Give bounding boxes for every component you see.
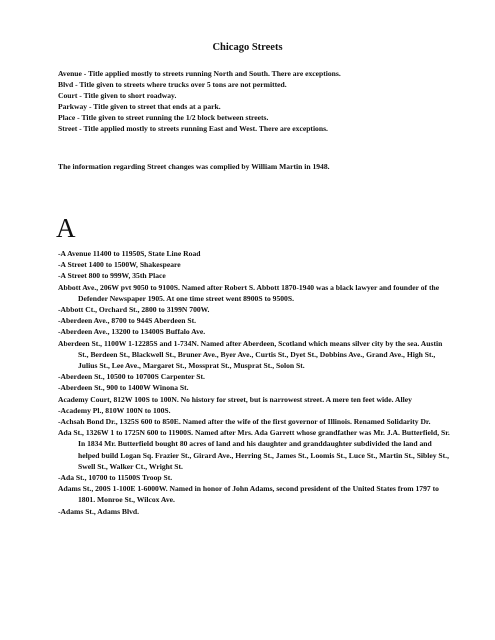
street-entry: -Adams St., Adams Blvd.: [58, 506, 140, 516]
section-letter: A: [56, 213, 76, 243]
street-entry: Academy Court, 812W 100S to 100N. No history for street, but is narrowest street. A mere ten feet wide. Alley: [58, 394, 412, 404]
definition-line: Court - Title given to short roadway.: [58, 91, 177, 100]
street-entry: -Academy Pl., 810W 100N to 100S.: [58, 405, 171, 415]
street-entry: Aberdeen St., 1100W 1-12285S and 1-734N. Named after Aberdeen, Scotland which means silver city by the sea. Austin St., Berdeen St., Blackwell St., Bruner Ave., Byer Ave., Curtis St., Dyet St., Dobbins Ave., Grand Ave., High St., Julius St., Lee Ave., Margaret St., Mossprat St., Musprat St., Solon St.: [58, 338, 443, 371]
street-entry: -Aberdeen St., 10500 to 10700S Carpenter St.: [58, 372, 205, 382]
street-entry: -A Street 800 to 999W, 35th Place: [58, 271, 166, 281]
street-entry: -Aberdeen Ave., 8700 to 944S Aberdeen St.: [58, 316, 197, 326]
page-title: Chicago Streets: [212, 42, 283, 53]
street-entry: -Achsah Bond Dr., 1325S 600 to 850E. Named after the wife of the first governor of Illinois. Renamed Solidarity Dr.: [58, 417, 431, 427]
street-entries: [58, 248, 454, 517]
street-entry: Ada St., 1326W 1 to 1725N 600 to 11900S. Named after Mrs. Ada Garrett whose grandfather was Mr. J.A. Butterfield, Sr. In 1834 Mr. Butterfield bought 80 acres of land and his daughter and granddaughter subdivided the land and helped build Logan Sq. Frazier St., Girard Ave., Herring St., James St., Loomis St., Luce St., Martin St., Sibley St., Swell St., Walker Ct., Wright St.: [58, 428, 450, 471]
compilation-note: The information regarding Street changes was complied by William Martin in 1948.: [58, 162, 330, 171]
street-entry: -Aberdeen St., 900 to 1400W Winona St.: [58, 383, 189, 393]
street-entry: -Aberdeen Ave., 13200 to 13400S Buffalo Ave.: [58, 327, 206, 337]
street-entry: Abbott Ave., 206W pvt 9050 to 9100S. Named after Robert S. Abbott 1870-1940 was a black lawyer and founder of the Defender Newspaper 1905. At one time street went 8900S to 9500S.: [58, 282, 440, 303]
street-type-definitions: [58, 68, 478, 134]
definition-line: Street - Title applied mostly to streets running East and West. There are exceptions.: [58, 124, 328, 133]
street-entry: -Abbott Ct., Orchard St., 2800 to 3199N 700W.: [58, 305, 210, 315]
street-entry: -Ada St., 10700 to 11500S Troop St.: [58, 473, 173, 483]
street-entry: -A Avenue 11400 to 11950S, State Line Road: [58, 249, 201, 258]
definition-line: Parkway - Title given to street that ends at a park.: [58, 102, 221, 111]
definition-line: Avenue - Title applied mostly to streets running North and South. There are exceptions.: [58, 69, 341, 78]
street-entry: -A Street 1400 to 1500W, Shakespeare: [58, 260, 181, 270]
definition-line: Place - Title given to street running the 1/2 block between streets.: [58, 113, 269, 122]
definition-line: Blvd - Title given to streets where trucks over 5 tons are not permitted.: [58, 80, 287, 89]
street-entry: Adams St., 200S 1-100E 1-6000W. Named in honor of John Adams, second president of the United States from 1797 to 1801. Monroe St., Wilcox Ave.: [58, 484, 439, 505]
